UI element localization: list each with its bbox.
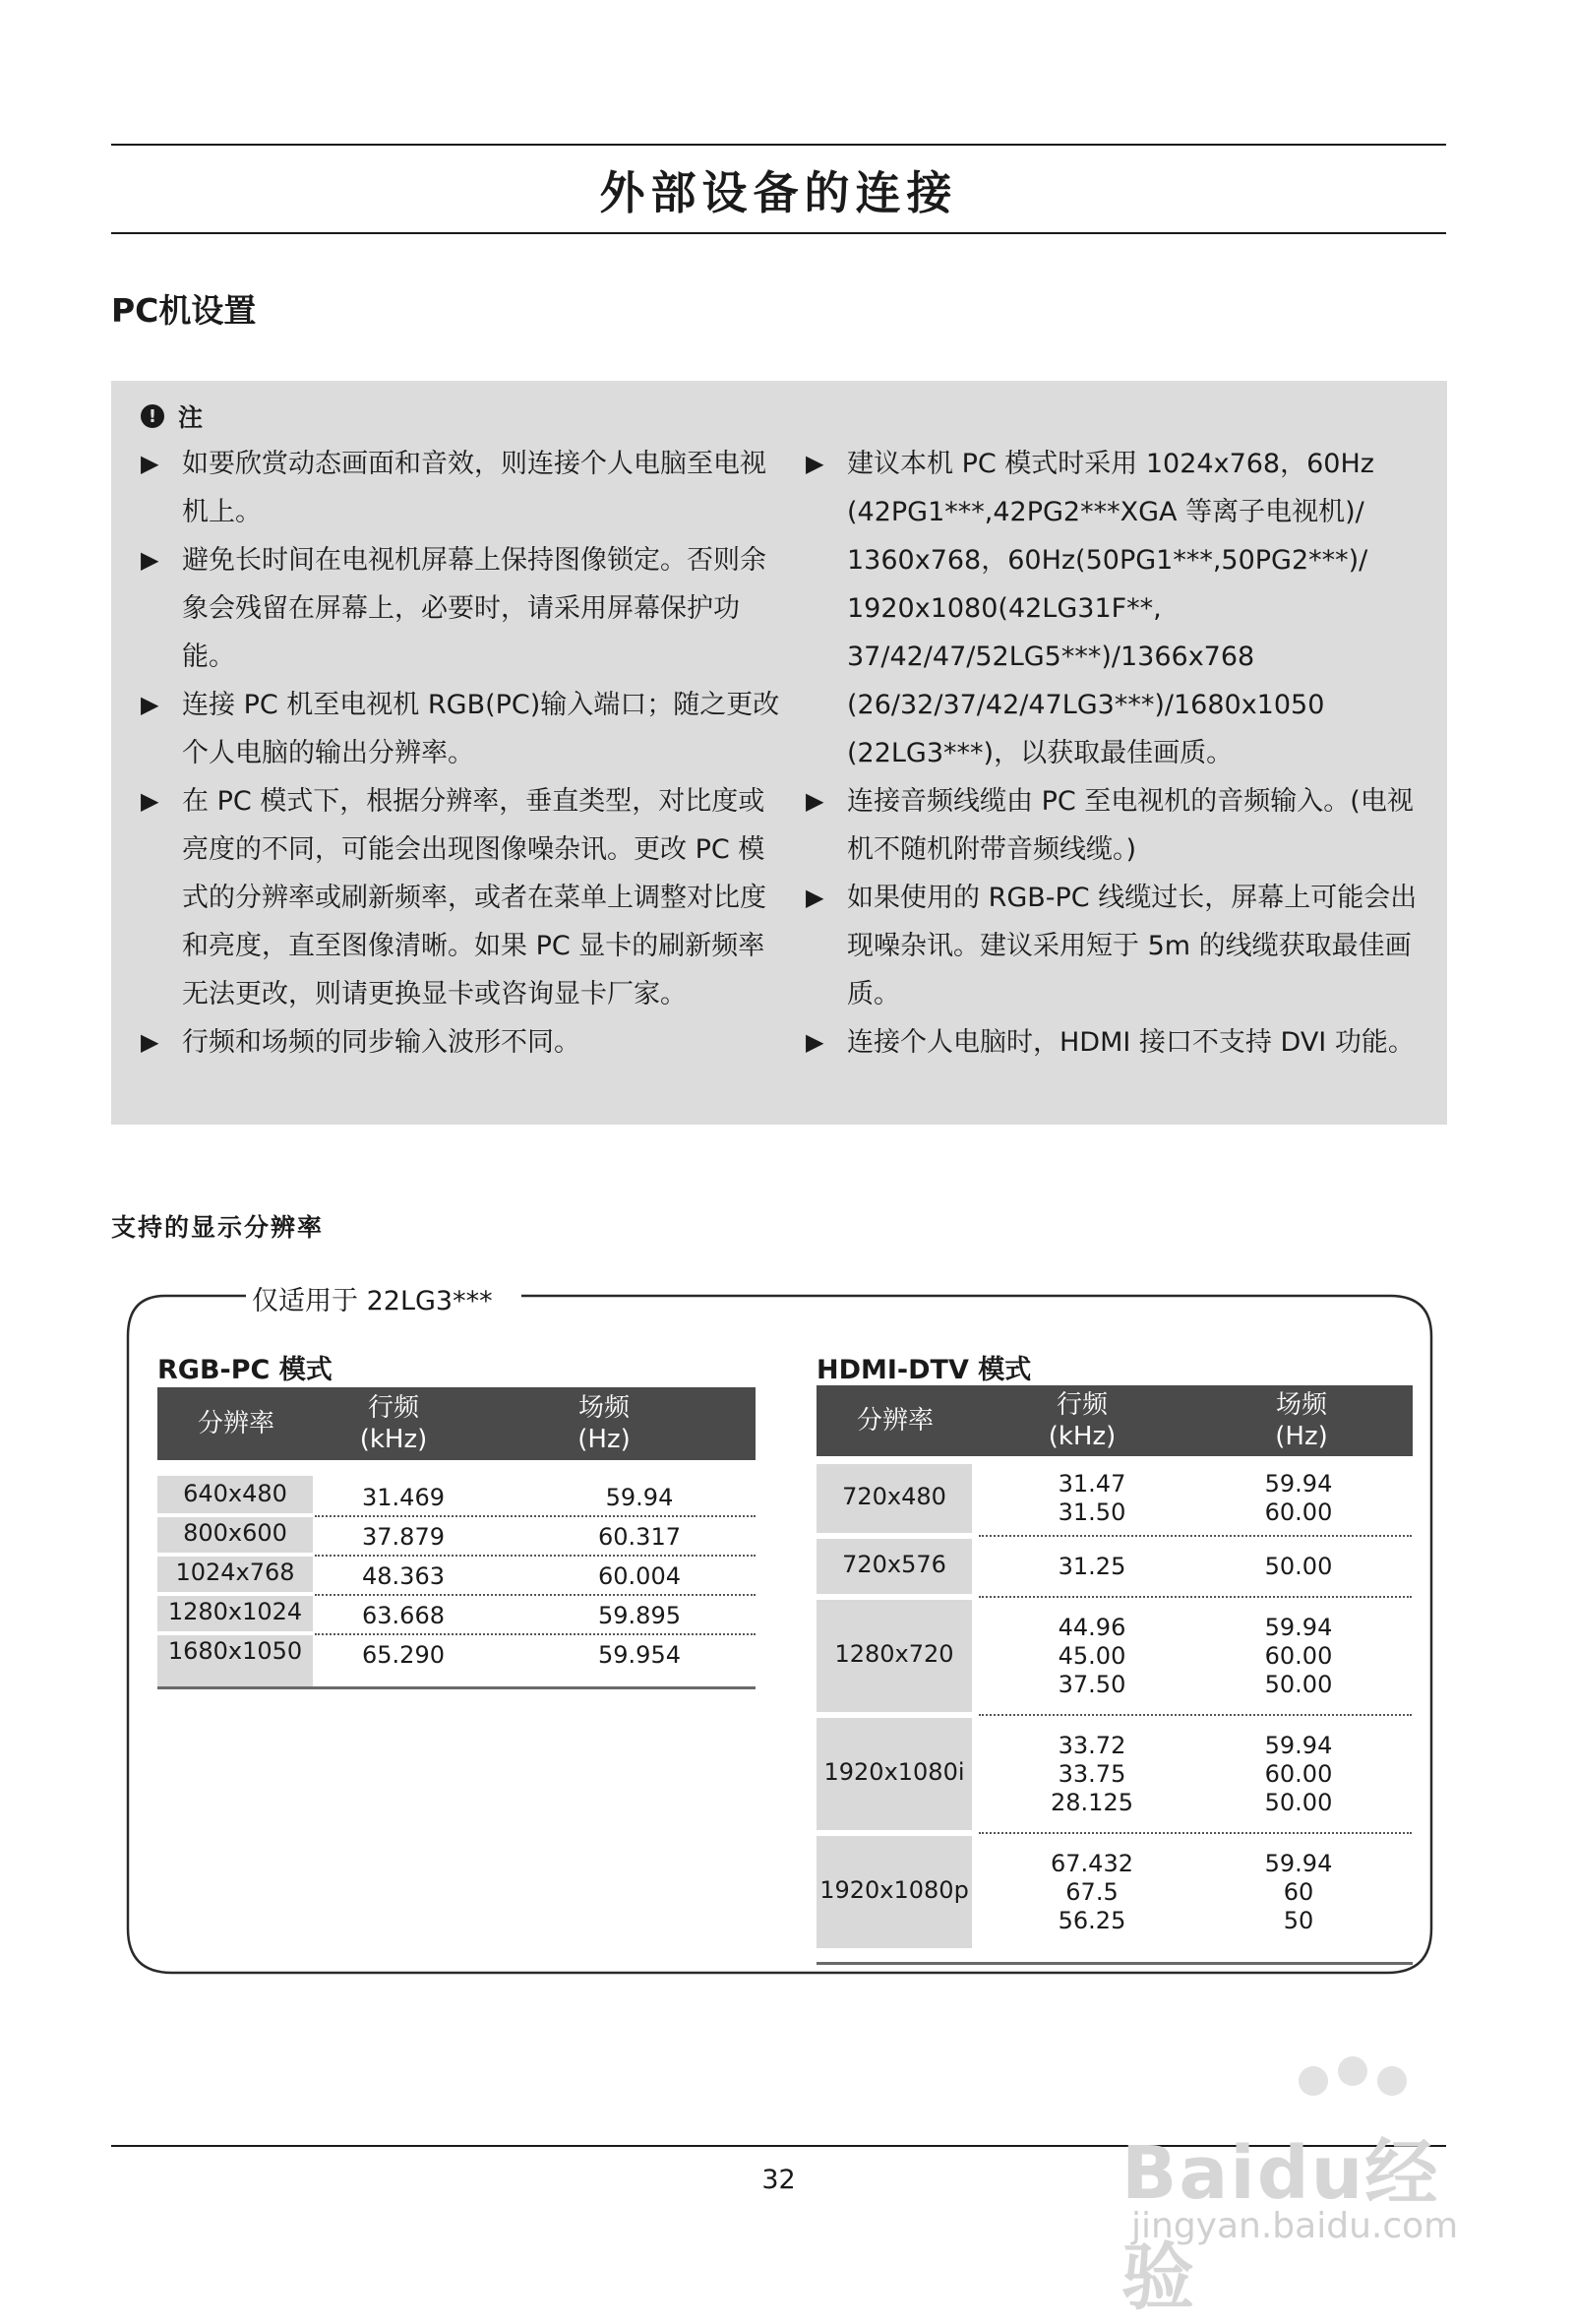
row-separator [817,1712,972,1716]
resolution-cell: 1280x1024 [167,1598,303,1625]
row-separator [817,1594,972,1598]
v-freq-cell: 60.004 [598,1562,681,1590]
arrow-right-icon: ▶ [806,787,824,815]
h-freq-cell: 28.125 [1051,1788,1133,1816]
v-freq-cell: 50.00 [1264,1552,1333,1580]
note-text: 如要欣赏动态画面和音效，则连接个人电脑至电视机上。 [182,449,766,527]
resolution-cell: 640x480 [183,1480,287,1507]
dotted-separator [315,1633,756,1635]
header-h-freq [974,1389,1190,1452]
resolution-cell: 1024x768 [175,1559,295,1586]
h-freq-cell: 45.00 [1058,1641,1126,1670]
header-h-freq [315,1392,472,1455]
h-freq-cell: 48.363 [362,1562,445,1590]
v-freq-cell: 60.317 [598,1523,681,1551]
arrow-right-icon: ▶ [141,450,159,477]
h-freq-cell: 31.47 [1058,1470,1126,1498]
arrow-right-icon: ▶ [141,546,159,574]
h-freq-cell: 67.5 [1065,1877,1119,1906]
v-freq-cell: 50 [1283,1906,1314,1934]
note-heading-label: 注 [178,403,204,432]
arrow-right-icon: ▶ [141,691,159,718]
header-h-freq-label: 行频 [367,1393,419,1423]
v-freq-cell: 60 [1283,1877,1314,1906]
paw-icon [1299,2066,1328,2096]
resolution-cell: 1920x1080i [823,1758,965,1786]
note-text: 行频和场频的同步输入波形不同。 [182,1027,580,1058]
header-resolution: 分辨率 [197,1409,274,1438]
header-v-freq-unit: (Hz) [577,1425,631,1454]
v-freq-cell: 59.954 [598,1641,681,1669]
paw-icon-pad [1338,2056,1367,2086]
h-freq-cell: 31.50 [1058,1498,1126,1526]
v-freq-cell: 60.00 [1264,1498,1333,1526]
header-v-freq [472,1392,736,1455]
h-freq-cell: 31.25 [1058,1552,1126,1580]
table-bottom-rule [157,1686,756,1689]
resolution-cell: 800x600 [183,1519,287,1547]
resolution-cell: 720x480 [842,1483,946,1510]
v-freq-cell: 50.00 [1264,1788,1333,1816]
note-text: 避免长时间在电视机屏幕上保持图像锁定。否则余象会残留在屏幕上，必要时，请采用屏幕保护功能。 [182,545,766,672]
h-freq-cell: 33.75 [1058,1759,1126,1788]
header-v-freq-label: 场频 [1275,1390,1327,1420]
h-freq-cell: 44.96 [1058,1613,1126,1641]
resolution-cell: 720x576 [842,1551,946,1578]
row-separator [157,1553,313,1557]
row-separator [817,1830,972,1834]
table-header [157,1387,756,1460]
v-freq-cell: 59.94 [1264,1731,1333,1759]
page-number: 32 [761,2165,796,2195]
header-h-freq-unit: (kHz) [1048,1422,1117,1451]
dotted-separator [315,1555,756,1557]
page-title: 外部设备的连接 [599,166,958,219]
exclamation-icon: ! [141,404,164,428]
dotted-separator [979,1535,1412,1537]
resolutions-heading: 支持的显示分辨率 [111,1213,325,1242]
row-separator [157,1631,313,1635]
arrow-right-icon: ▶ [806,1028,824,1056]
section-title: PC机设置 [111,291,257,330]
watermark-url: jingyan.baidu.com [1131,2206,1459,2246]
dotted-separator [979,1714,1412,1716]
row-separator [817,1533,972,1537]
h-freq-cell: 56.25 [1058,1906,1126,1934]
h-freq-cell: 65.290 [362,1641,445,1669]
dotted-separator [315,1594,756,1596]
v-freq-cell: 59.94 [1264,1849,1333,1877]
arrow-right-icon: ▶ [806,450,824,477]
h-freq-cell: 37.879 [362,1523,445,1551]
v-freq-cell: 50.00 [1264,1670,1333,1698]
header-v-freq-unit: (Hz) [1275,1422,1328,1451]
dotted-separator [979,1832,1412,1834]
header-v-freq-label: 场频 [577,1393,630,1423]
v-freq-cell: 59.94 [605,1484,674,1511]
row-separator [157,1592,313,1596]
header-h-freq-unit: (kHz) [359,1425,428,1454]
note-text: 连接 PC 机至电视机 RGB(PC)输入端口；随之更改个人电脑的输出分辨率。 [182,690,780,768]
hdmi-mode-title: HDMI-DTV 模式 [817,1355,1032,1385]
baidu-watermark [1102,2056,1495,2320]
arrow-right-icon: ▶ [806,884,824,911]
v-freq-cell: 59.94 [1264,1613,1333,1641]
h-freq-cell: 33.72 [1058,1731,1126,1759]
dotted-separator [315,1515,756,1517]
resolution-cell: 1280x720 [834,1640,954,1668]
header-v-freq [1190,1389,1413,1452]
rgb-mode-title: RGB-PC 模式 [157,1355,333,1385]
table-bottom-rule [817,1962,1413,1965]
frame-caption: 仅适用于 22LG3*** [246,1279,499,1317]
arrow-right-icon: ▶ [141,1028,159,1056]
v-freq-cell: 60.00 [1264,1641,1333,1670]
v-freq-cell: 59.94 [1264,1470,1333,1498]
row-separator [157,1513,313,1517]
h-freq-cell: 67.432 [1051,1849,1133,1877]
h-freq-cell: 63.668 [362,1602,445,1629]
watermark-brand: Baidu经验 [1121,2131,1440,2320]
header-resolution: 分辨率 [856,1406,934,1436]
resolution-cell: 1920x1080p [819,1876,969,1904]
h-freq-cell: 31.469 [362,1484,445,1511]
note-text: 在 PC 模式下，根据分辨率，垂直类型，对比度或亮度的不同，可能会出现图像噪杂讯。更改 PC 模式的分辨率或刷新频率，或者在菜单上调整对比度和亮度，直至图像清晰。如果 PC 显卡的刷新频率无法更改，则请更换显卡或咨询显卡厂家。 [182,786,766,1009]
arrow-right-icon: ▶ [141,787,159,815]
note-text: 连接音频线缆由 PC 至电视机的音频输入。(电视机不随机附带音频线缆。) [847,786,1414,865]
resolution-cell: 1680x1050 [167,1637,303,1665]
note-text: 如果使用的 RGB-PC 线缆过长，屏幕上可能会出现噪杂讯。建议采用短于 5m 的线缆获取最佳画质。 [847,883,1418,1009]
paw-icon-pad [1377,2066,1407,2096]
header-h-freq-label: 行频 [1056,1390,1108,1420]
note-text: 连接个人电脑时，HDMI 接口不支持 DVI 功能。 [847,1027,1415,1058]
note-text: 建议本机 PC 模式时采用 1024x768，60Hz (42PG1***,42PG2***XGA 等离子电视机)/ 1360x768，60Hz(50PG1***,50PG2***)/ 1920x1080(42LG31F**, 37/42/47/52LG5***)/1366x768 (26/32/37/42/47LG3***)/1680x1050 (22LG3***)，以获取最佳画质。 [847,449,1374,768]
h-freq-cell: 37.50 [1058,1670,1126,1698]
v-freq-cell: 60.00 [1264,1759,1333,1788]
v-freq-cell: 59.895 [598,1602,681,1629]
dotted-separator [979,1596,1412,1598]
table-header [817,1385,1413,1456]
